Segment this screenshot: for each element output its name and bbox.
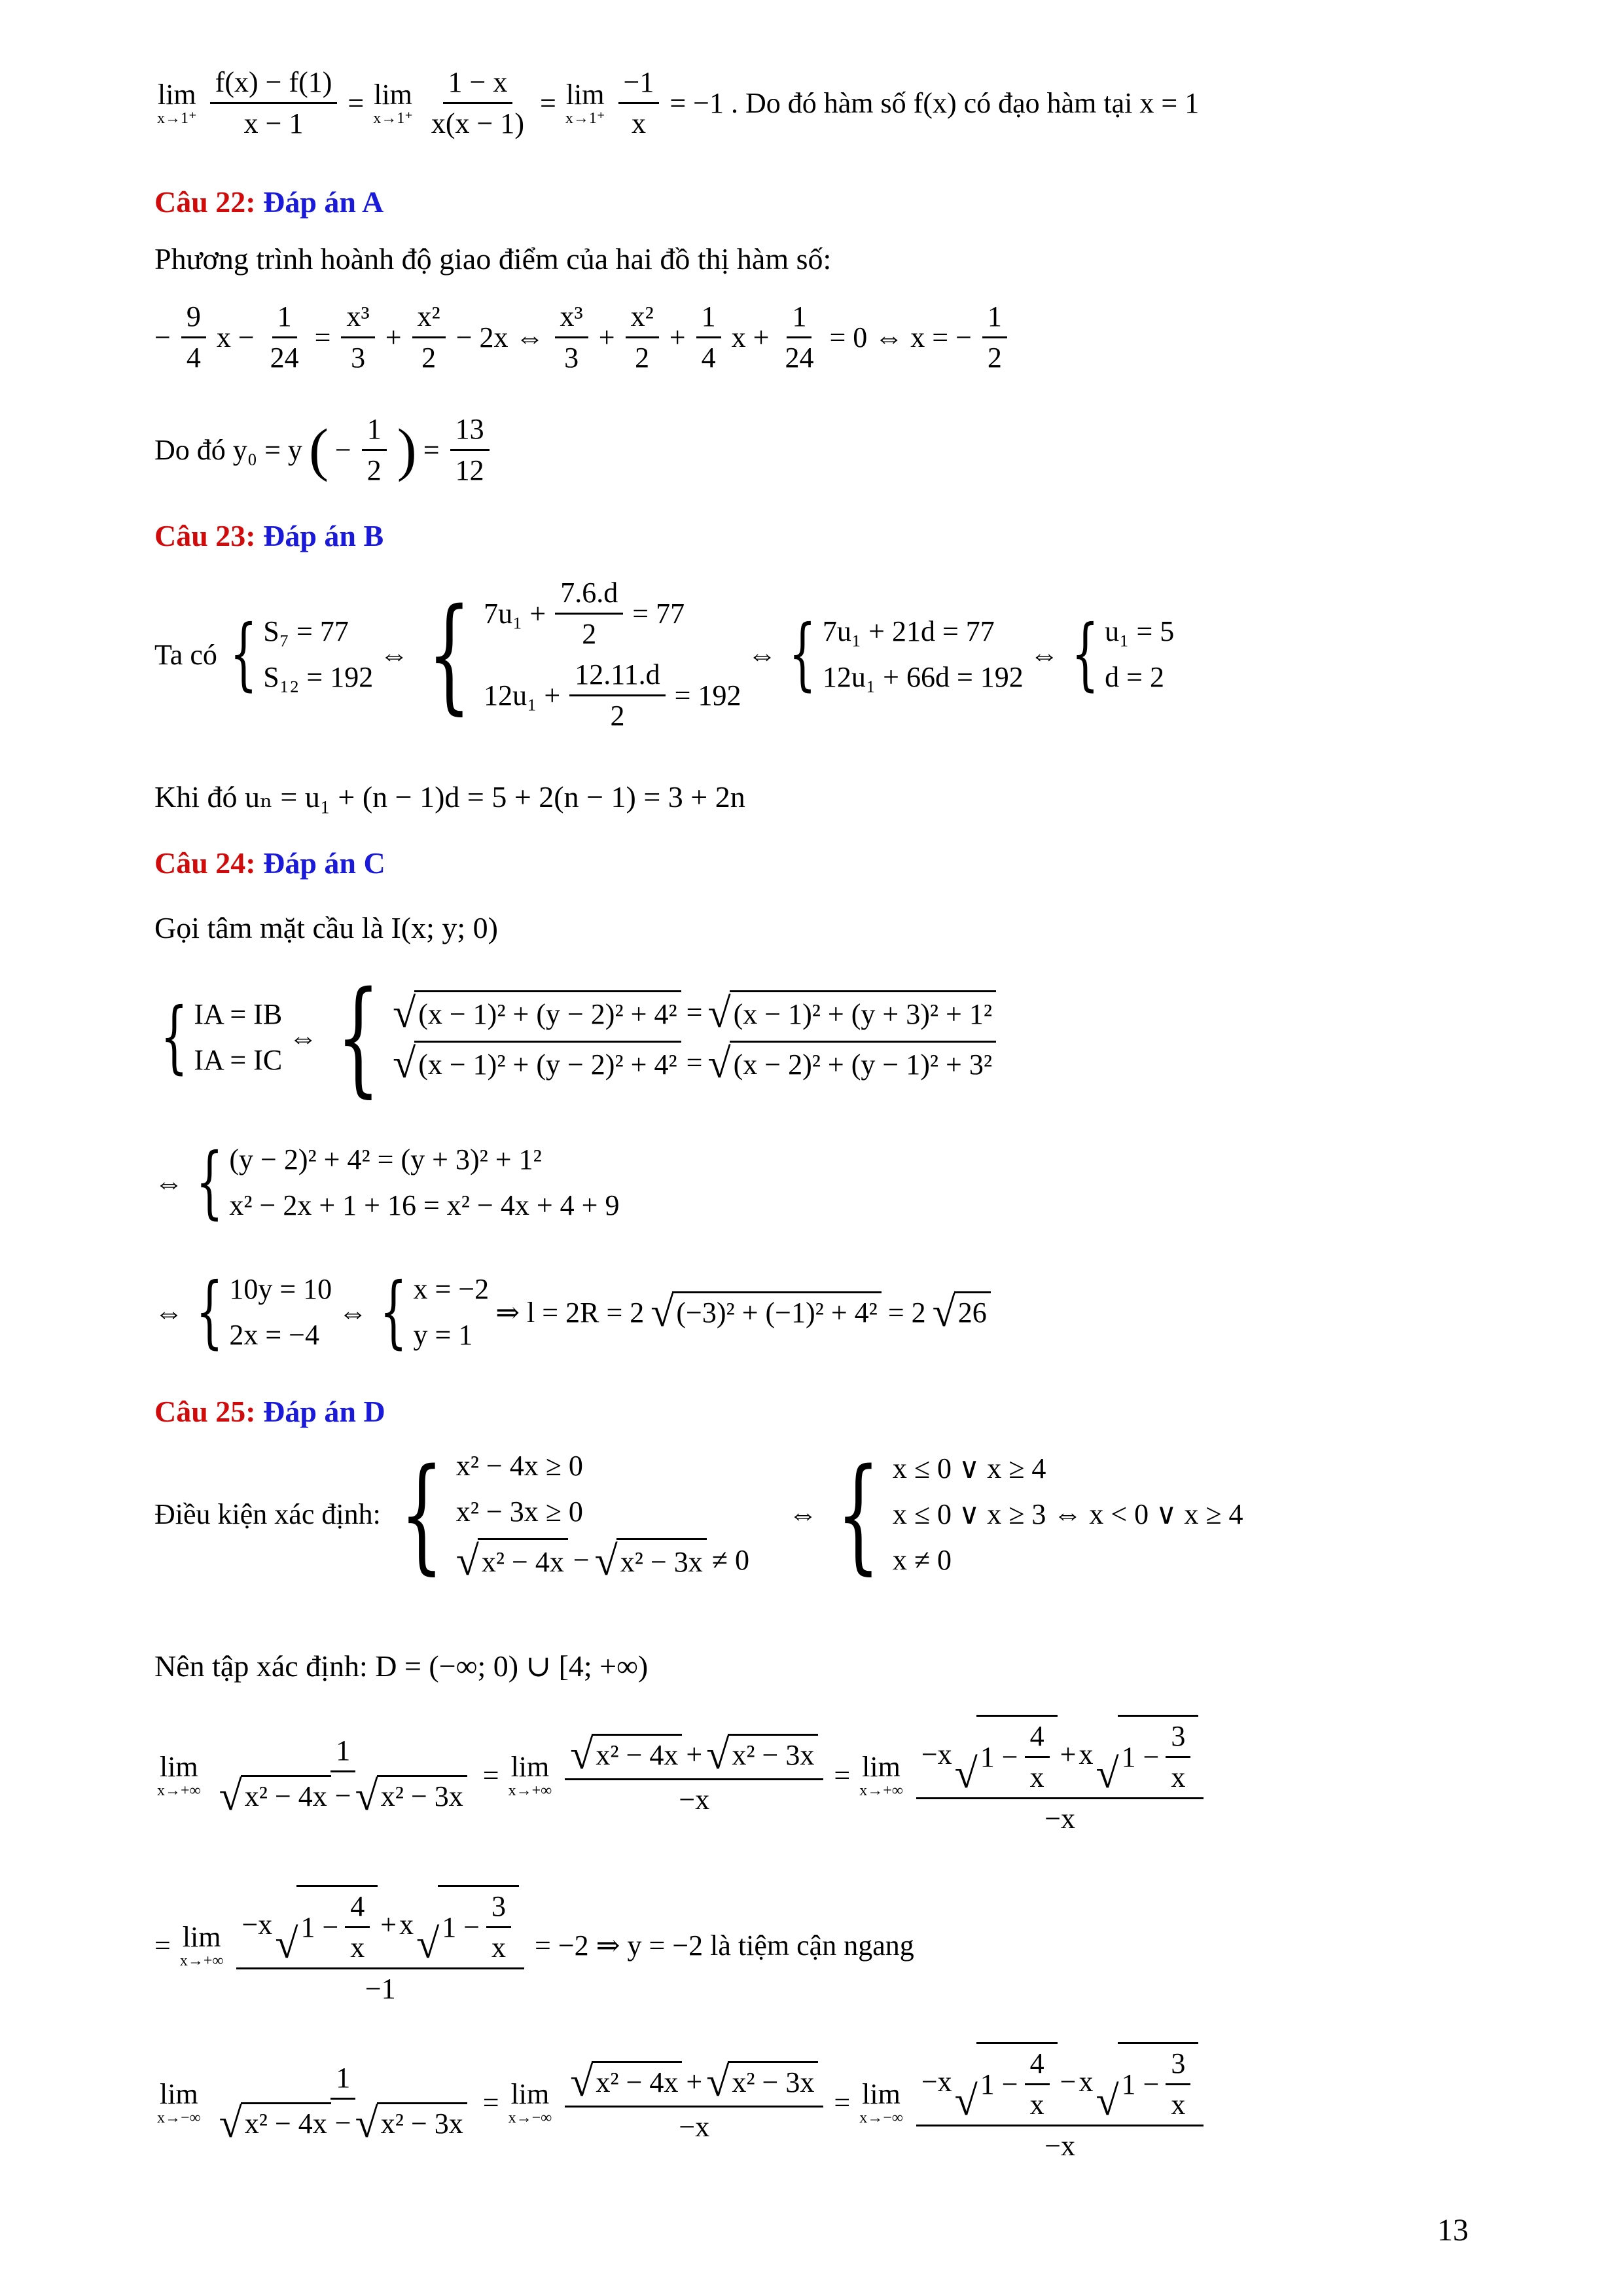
equation-system: { (y − 2)² + 4² = (y + 3)² + 1² x² − 2x + 1 + 16 = x² − 4x + 4 + 9 [196, 1137, 620, 1228]
equation-system: { S₇ = 77 S₁₂ = 192 [230, 609, 374, 700]
fraction: $\frac{1}{24}$ [785, 300, 814, 374]
fraction: $\frac{\text{x²}}{2}$ [626, 300, 659, 375]
lim-operator: lim x→−∞ [859, 2077, 903, 2126]
q23-system: Ta có { S₇ = 77 S₁₂ = 192 ⇔ { 7u₁ + $\frac{7.6.d}{2}$ = 77 12u₁ + $\frac{12.11.d}{2}$ = 192 ⇔ { 7u₁ + 21d = 77 12u₁ + 66d = 192 ⇔ { u₁ = 5 d = 2 [154, 577, 1175, 732]
lim-operator: lim x→1⁺ [373, 78, 413, 127]
fraction: $\frac{1}{2}$ [982, 300, 1007, 375]
q24-system-2: ⇔ { (y − 2)² + 4² = (y + 3)² + 1² x² − 2x + 1 + 16 = x² − 4x + 4 + 9 [154, 1137, 620, 1228]
lim-operator: lim x→+∞ [179, 1920, 224, 1969]
q23-general-term: Khi đó uₙ = u₁ + (n − 1)d = 5 + 2(n − 1) = 3 + 2n [154, 780, 745, 814]
conclusion-text: = −1 . Do đó hàm số f(x) có đạo hàm tại x = 1 [669, 87, 1200, 119]
q24-center: Gọi tâm mặt cầu là I(x; y; 0) [154, 911, 499, 944]
equation-system: { 7u₁ + $\frac{7.6.d}{2}$ = 77 12u₁ + $\frac{12.11.d}{2}$ = 192 [427, 577, 741, 732]
equation-system: { √ (x − 1)² + (y − 2)² + 4² = √ (x − 1)² + (y + 3)² + 1² √ (x − 1)² + (y − 2)² + 4² = √ (x − 2)² + (y − 1)² + 3² [324, 975, 996, 1100]
question-25-heading: Câu 25: Đáp án D [154, 1395, 385, 1428]
lim-operator: lim x→1⁺ [565, 78, 605, 127]
lim-operator: lim x→−∞ [508, 2077, 552, 2126]
fraction: −x √ 1 − $\frac{4}{x}$ + x √ 1 − $\frac{3}{x}$ −1 [236, 1885, 524, 2006]
q25-domain-conditions: Điều kiện xác định: { x² − 4x ≥ 0 x² − 3x ≥ 0 √ x² − 4x − √ x² − 3x ≠ 0 ⇔ { x ≤ 0 ∨ x ≥ 4 x ≤ 0 ∨ x ≥ 3 ⇔ x < 0 ∨ x ≥ 4 x ≠ 0 [154, 1441, 1243, 1587]
fraction: $\frac{13}{12}$ [450, 412, 490, 488]
fraction: √ x² − 4x + √ x² − 3x −x [565, 1734, 823, 1817]
equation-system: { x = −2 y = 1 [380, 1266, 490, 1357]
fraction: $\frac{1}{24}$ [270, 300, 299, 374]
fraction: $\frac{1}{2}$ [362, 412, 387, 488]
sqrt: √ 26 [933, 1291, 991, 1333]
answer-label: Đáp án C [263, 846, 385, 880]
fraction: 1 √ x² − 4x − √ x² − 3x [214, 1734, 473, 1817]
question-23-heading: Câu 23: Đáp án B [154, 519, 384, 552]
q25-limit-minus-inf: lim x→−∞ 1 √ x² − 4x − √ x² − 3x = lim x→−∞ √ x² − 4x + √ x² − 3x −x = lim x→−∞ −x √ 1 − $\frac{4}{x}$ − x √ 1 − $\frac{3}{x}$ −x [154, 2042, 1207, 2163]
q22-equation: − $\frac{9}{4}$ x − $\frac{1}{24}$ = $\frac{\text{x³}}{3}$ + $\frac{\text{x²}}{2}$ − 2x ⇔ $\frac{\text{x³}}{3}$ + $\frac{\text{x²}}{2}$ + $\frac{1}{4}$ x + $\frac{1}{24}$ = 0 ⇔ x = − $\frac{1}{2}$ [154, 300, 1011, 375]
answer-label: Đáp án B [263, 519, 384, 552]
lim-operator: lim x→−∞ [157, 2077, 201, 2126]
answer-label: Đáp án D [263, 1395, 385, 1428]
fraction: $\frac{1}{4}$ [696, 300, 721, 375]
fraction: $\frac{-1}{x}$ [618, 65, 660, 141]
fraction: −x √ 1 − $\frac{4}{x}$ + x √ 1 − $\frac{3}{x}$ −x [916, 1715, 1204, 1836]
page-number: 13 [1437, 2213, 1469, 2248]
equation-system: { x ≤ 0 ∨ x ≥ 4 x ≤ 0 ∨ x ≥ 3 ⇔ x < 0 ∨ x ≥ 4 x ≠ 0 [836, 1441, 1243, 1587]
q25-horizontal-asymptote: = lim x→+∞ −x √ 1 − $\frac{4}{x}$ + x √ 1 − $\frac{3}{x}$ −1 = −2 ⇒ y = −2 là tiệm cận ngang [154, 1885, 914, 2006]
lim-operator: lim x→+∞ [157, 1750, 201, 1799]
fraction: $\frac{f(x) - f(1)}{x - 1}$ [210, 65, 338, 141]
question-22-heading: Câu 22: Đáp án A [154, 185, 384, 219]
equation-system: { x² − 4x ≥ 0 x² − 3x ≥ 0 √ x² − 4x − √ x² − 3x ≠ 0 [399, 1441, 749, 1587]
lim-operator: lim x→+∞ [859, 1750, 903, 1799]
q24-system-1: { IA = IB IA = IC ⇔ { √ (x − 1)² + (y − 2)² + 4² = √ (x − 1)² + (y + 3)² + 1² √ (x − 1)² + (y − 2)² + 4² = √ (x − 2)² + (y − 1)² + 3² [154, 975, 996, 1100]
equation-system: { IA = IB IA = IC [160, 992, 283, 1083]
limit-derivative-line: lim x→1⁺ $\frac{f(x) - f(1)}{x - 1}$ = lim x→1⁺ $\frac{1 - x}{x(x - 1)}$ = lim x→1⁺ $\frac{-1}{x}$ = −1 . Do đó hàm số f(x) có đạo hàm tại x = 1 [157, 66, 1200, 139]
fraction: −x √ 1 − $\frac{4}{x}$ − x √ 1 − $\frac{3}{x}$ −x [916, 2042, 1204, 2163]
fraction: $\frac{9}{4}$ [181, 300, 206, 375]
answer-label: Đáp án A [263, 185, 384, 219]
equation-system: { u₁ = 5 d = 2 [1071, 609, 1175, 700]
fraction: √ x² − 4x + √ x² − 3x −x [565, 2061, 823, 2144]
lim-operator: lim x→1⁺ [157, 78, 197, 127]
q24-system-3: ⇔ { 10y = 10 2x = −4 ⇔ { x = −2 y = 1 ⇒ l = 2R = 2 √ (−3)² + (−1)² + 4² = 2 √ 26 [154, 1270, 991, 1355]
lim-operator: lim x→+∞ [508, 1750, 552, 1799]
equation-system: { 10y = 10 2x = −4 [196, 1266, 332, 1357]
equation-system: { 7u₁ + 21d = 77 12u₁ + 66d = 192 [789, 609, 1024, 700]
q22-result: Do đó y₀ = y ( − $\frac{1}{2}$ ) = $\frac{13}{12}$ [154, 412, 493, 488]
fraction: 1 √ x² − 4x − √ x² − 3x [214, 2061, 473, 2144]
fraction: $\frac{\text{x³}}{3}$ [555, 300, 588, 375]
sqrt: √ (−3)² + (−1)² + 4² [651, 1291, 882, 1333]
q22-intro: Phương trình hoành độ giao điểm của hai đồ thị hàm số: [154, 242, 832, 276]
fraction: $\frac{\text{x³}}{3}$ [341, 300, 374, 375]
fraction: $\frac{\text{x²}}{2}$ [412, 300, 446, 375]
fraction: $\frac{1 - x}{x(x - 1)}$ [431, 66, 525, 139]
q25-limit-plus-inf: lim x→+∞ 1 √ x² − 4x − √ x² − 3x = lim x→+∞ √ x² − 4x + √ x² − 3x −x = lim x→+∞ −x √ 1 − $\frac{4}{x}$ + x √ 1 − $\frac{3}{x}$ −x [154, 1715, 1207, 1836]
question-24-heading: Câu 24: Đáp án C [154, 846, 385, 880]
q25-domain: Nên tập xác định: D = (−∞; 0) ∪ [4; +∞) [154, 1649, 649, 1683]
